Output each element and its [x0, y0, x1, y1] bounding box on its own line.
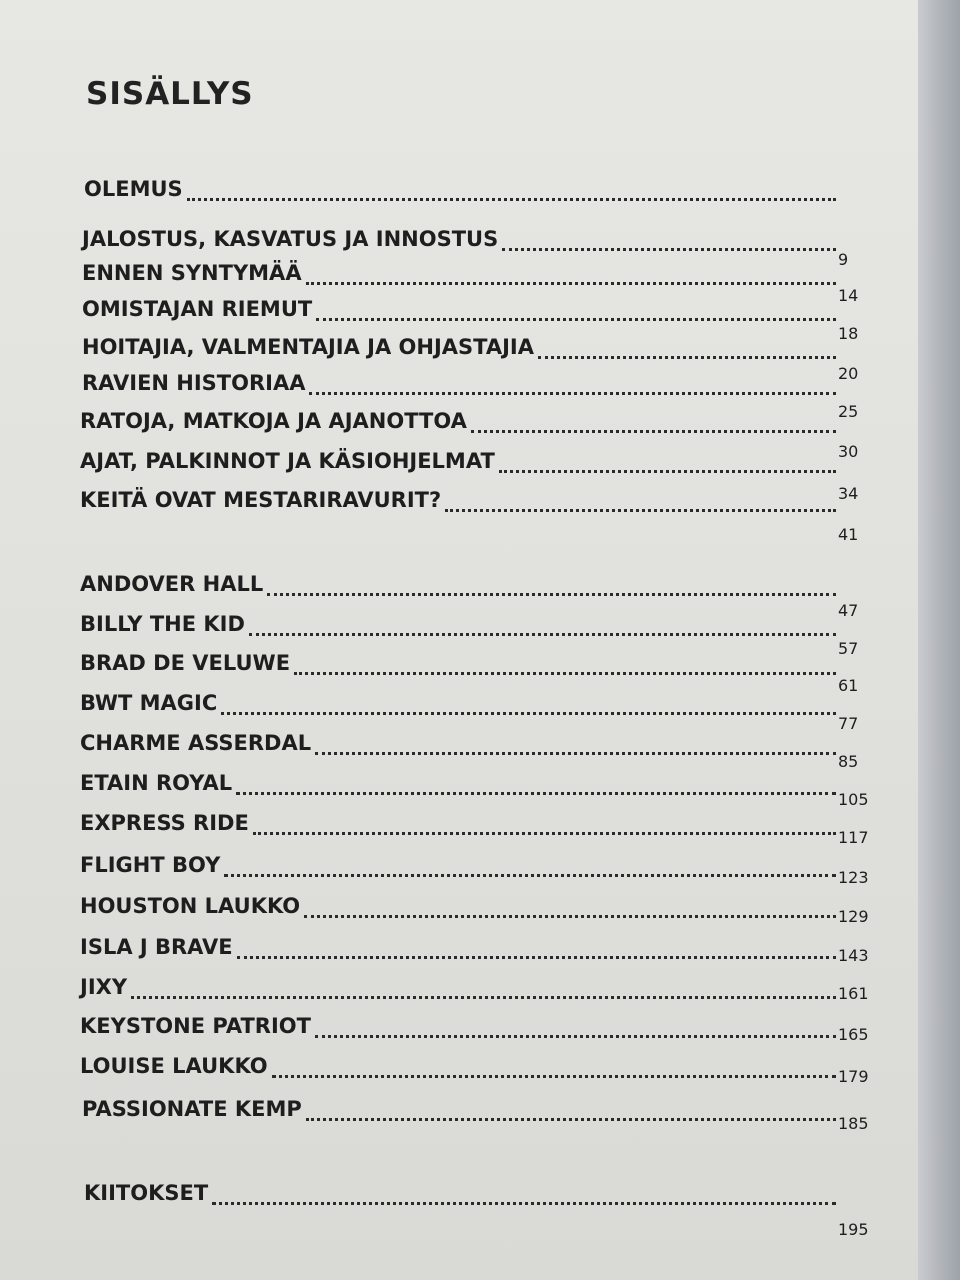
dot-leader — [221, 712, 836, 715]
toc-entry — [80, 850, 869, 887]
toc-entry-title: JALOSTUS, KASVATUS JA INNOSTUS — [82, 227, 499, 251]
toc-entry-title: RAVIEN HISTORIAA — [82, 371, 306, 395]
dot-leader — [445, 509, 836, 512]
toc-entry-title: KIITOKSET — [84, 1181, 209, 1205]
toc-entry-title: BRAD DE VELUWE — [80, 651, 291, 675]
dot-leader — [315, 752, 836, 755]
toc-entry-title: KEYSTONE PATRIOT — [80, 1014, 311, 1038]
dot-leader — [294, 672, 836, 675]
toc-entry — [82, 224, 849, 269]
toc-entry-title: ETAIN ROYAL — [80, 771, 233, 795]
toc-entry-title: PASSIONATE KEMP — [82, 1097, 302, 1121]
toc-entry-title: ANDOVER HALL — [80, 572, 264, 596]
toc-page-number: 25 — [838, 402, 859, 421]
toc-page-number: 47 — [838, 601, 859, 620]
dot-leader — [499, 470, 836, 473]
toc-page-number: 34 — [838, 484, 859, 503]
toc-page-number: 41 — [838, 525, 859, 544]
toc-page-number: 77 — [838, 714, 859, 733]
dot-leader — [309, 392, 836, 395]
page-edge — [918, 0, 960, 1280]
toc-entry-title: ISLA J BRAVE — [80, 935, 233, 959]
toc-page-number: 9 — [838, 250, 849, 269]
dot-leader — [306, 1118, 836, 1121]
toc-page-number: 85 — [838, 752, 859, 771]
dot-leader — [304, 915, 836, 918]
toc-entry-title: CHARME ASSERDAL — [80, 731, 312, 755]
toc-entry-title: HOUSTON LAUKKO — [80, 894, 301, 918]
toc-entry-title: LOUISE LAUKKO — [80, 1054, 268, 1078]
dot-leader — [471, 430, 836, 433]
dot-leader — [237, 956, 836, 959]
toc-entry-title: OLEMUS — [84, 177, 183, 201]
toc-entry — [84, 1178, 869, 1239]
dot-leader — [249, 633, 836, 636]
toc-entry — [82, 1094, 869, 1133]
toc-entry-title: KEITÄ OVAT MESTARIRAVURIT? — [80, 488, 442, 512]
dot-leader — [538, 356, 836, 359]
toc-entry — [80, 972, 869, 1006]
toc-entry — [80, 891, 869, 926]
toc-entry — [84, 174, 838, 208]
dot-leader — [224, 874, 836, 877]
toc-entry — [80, 728, 859, 771]
toc-page-number: 14 — [838, 286, 859, 305]
toc-entry-title: AJAT, PALKINNOT JA KÄSIOHJELMAT — [80, 449, 495, 473]
toc-entry-title: OMISTAJAN RIEMUT — [82, 297, 313, 321]
toc-entry — [80, 932, 869, 966]
dot-leader — [316, 318, 836, 321]
toc-page-number: 123 — [838, 868, 869, 887]
dot-leader — [272, 1075, 836, 1078]
toc-entry-title: RATOJA, MATKOJA JA AJANOTTOA — [80, 409, 467, 433]
dot-leader — [315, 1035, 836, 1038]
toc-entry-title: BWT MAGIC — [80, 691, 218, 715]
toc-page-number: 185 — [838, 1114, 869, 1133]
toc-entry — [80, 1051, 869, 1086]
toc-page-number: 129 — [838, 907, 869, 926]
toc-entry — [80, 768, 869, 809]
toc-entry-title: HOITAJIA, VALMENTAJIA JA OHJASTAJIA — [82, 335, 534, 359]
toc-page-number: 117 — [838, 828, 869, 847]
toc-entry — [80, 688, 859, 733]
dot-leader — [306, 282, 836, 285]
toc-entry — [80, 808, 869, 847]
toc-page-number: 61 — [838, 676, 859, 695]
dot-leader — [502, 248, 836, 251]
toc-entry — [80, 1011, 869, 1045]
toc-entry-title: JIXY — [80, 975, 128, 999]
dot-leader — [236, 792, 836, 795]
toc-entry — [82, 258, 859, 305]
toc-page-number: 30 — [838, 442, 859, 461]
page-title: SISÄLLYS — [86, 76, 254, 112]
toc-page-number: 195 — [838, 1220, 869, 1239]
toc-page-number: 165 — [838, 1025, 869, 1044]
toc-entry-title: FLIGHT BOY — [80, 853, 221, 877]
toc-entry-title: EXPRESS RIDE — [80, 811, 249, 835]
toc-page-number: 105 — [838, 790, 869, 809]
toc-page-number: 179 — [838, 1067, 869, 1086]
toc-page-number: 18 — [838, 324, 859, 343]
dot-leader — [267, 593, 836, 596]
toc-entry-title: BILLY THE KID — [80, 612, 245, 636]
dot-leader — [253, 832, 836, 835]
toc-page-number: 161 — [838, 984, 869, 1003]
dot-leader — [212, 1202, 836, 1205]
dot-leader — [187, 198, 836, 201]
toc-entry — [80, 569, 859, 620]
toc-page-number: 20 — [838, 364, 859, 383]
toc-page-number: 143 — [838, 946, 869, 965]
dot-leader — [131, 996, 836, 999]
toc-entry-title: ENNEN SYNTYMÄÄ — [82, 261, 302, 285]
toc-page-number: 57 — [838, 639, 859, 658]
